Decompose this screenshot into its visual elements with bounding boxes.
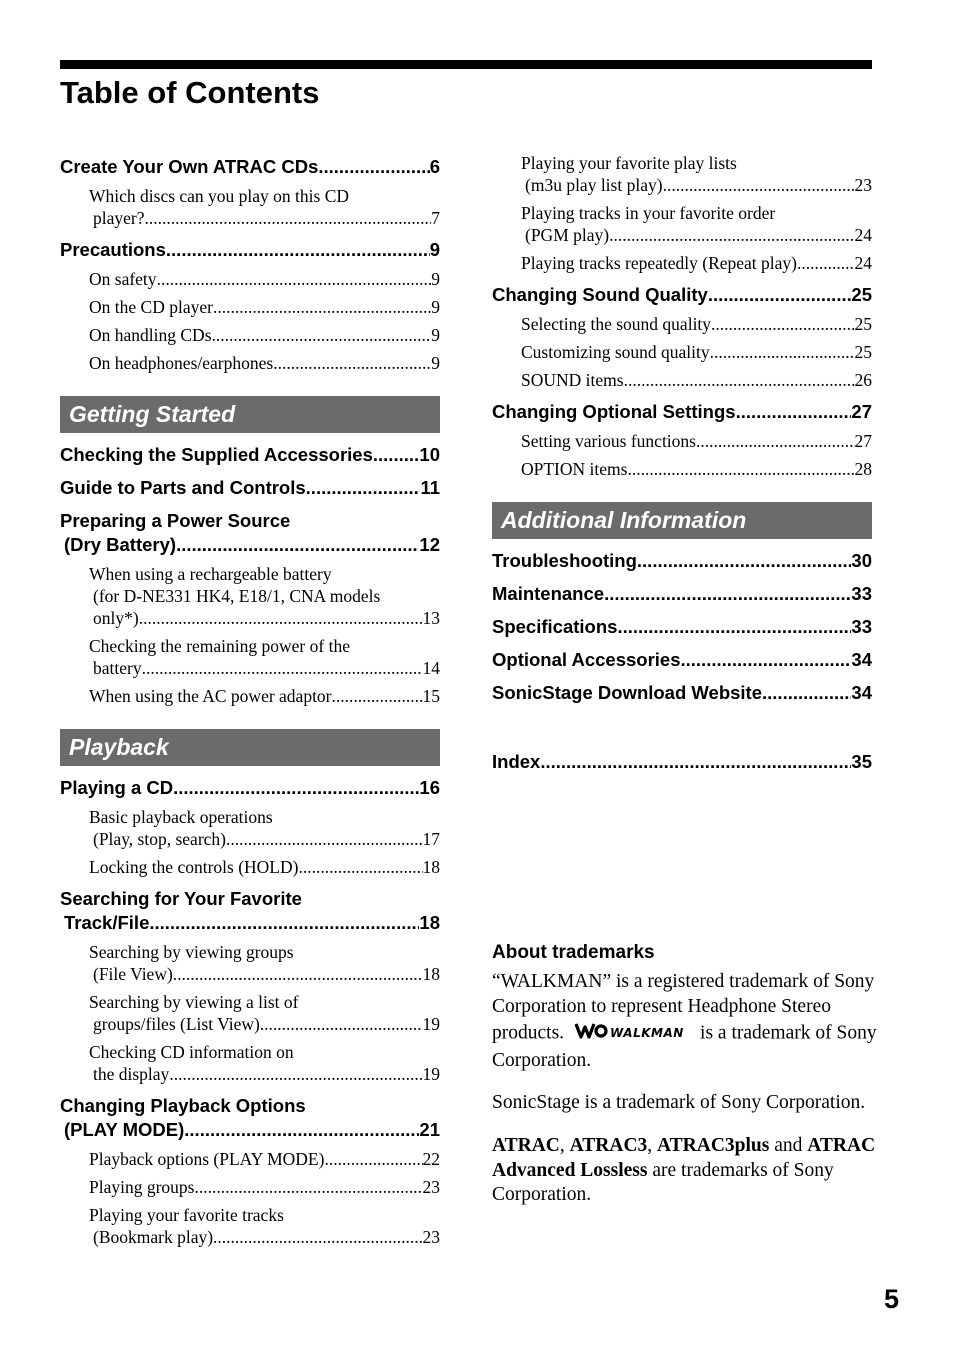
- toc-entry-text: Changing Optional Settings: [492, 401, 736, 422]
- dot-leader: [213, 296, 431, 318]
- dot-leader: [373, 443, 420, 467]
- dot-leader: [318, 155, 429, 179]
- toc-entry-text: OPTION items: [521, 459, 628, 479]
- section-header: Additional Information: [492, 502, 872, 539]
- toc-subentry[interactable]: [521, 369, 872, 391]
- toc-subentry[interactable]: [521, 458, 872, 480]
- trademarks-section: [492, 940, 877, 1226]
- toc-subentry[interactable]: [89, 806, 440, 850]
- dot-leader: [213, 1226, 422, 1248]
- toc-page-number: 9: [431, 353, 440, 373]
- toc-subentry[interactable]: [89, 1204, 440, 1248]
- toc-subentry[interactable]: [89, 941, 440, 985]
- toc-entry-text: Searching by viewing a list of: [89, 992, 299, 1012]
- toc-page-number: 16: [419, 777, 440, 798]
- toc-entry-text: Playing your favorite play lists: [521, 153, 737, 173]
- toc-entry[interactable]: [492, 750, 872, 774]
- toc-entry-text: Precautions: [60, 239, 166, 260]
- dot-leader: [324, 1148, 422, 1170]
- toc-entry[interactable]: [60, 509, 440, 557]
- toc-subentry[interactable]: [521, 152, 872, 196]
- toc-subentry[interactable]: [89, 185, 440, 229]
- toc-entry-text: Playing your favorite tracks: [89, 1205, 284, 1225]
- top-rule: [60, 60, 872, 69]
- toc-entry-text: Playing a CD: [60, 777, 174, 798]
- dot-leader: [540, 750, 851, 774]
- toc-entry[interactable]: [492, 648, 872, 672]
- toc-page-number: 13: [422, 608, 440, 628]
- dot-leader: [710, 341, 855, 363]
- toc-subentry[interactable]: [89, 991, 440, 1035]
- atrac-lossless-term: ATRAC Advanced Lossless: [492, 1134, 876, 1181]
- toc-page-number: 34: [851, 649, 872, 670]
- toc-entry-text: Checking the remaining power of the: [89, 636, 350, 656]
- toc-subentry[interactable]: [521, 252, 872, 274]
- toc-entry-text: (File View): [93, 964, 173, 984]
- toc-entry-text: When using the AC power adaptor: [89, 686, 332, 706]
- toc-entry-text: Track/File: [64, 912, 150, 933]
- dot-leader: [212, 324, 432, 346]
- atrac3plus-term: ATRAC3plus: [657, 1134, 770, 1156]
- dot-leader: [145, 207, 432, 229]
- toc-entry-text: (m3u play list play): [525, 175, 663, 195]
- toc-page-number: 9: [431, 297, 440, 317]
- toc-entry[interactable]: [492, 283, 872, 307]
- dot-leader: [169, 1063, 422, 1085]
- toc-page-number: 18: [422, 857, 440, 877]
- toc-page-number: 19: [422, 1064, 440, 1084]
- toc-entry-text: (Bookmark play): [93, 1227, 214, 1247]
- dot-leader: [627, 458, 854, 480]
- toc-entry-text: Specifications: [492, 616, 618, 637]
- dot-leader: [306, 476, 421, 500]
- toc-page-number: 27: [851, 401, 872, 422]
- dot-leader: [736, 400, 852, 424]
- dot-leader: [260, 1013, 423, 1035]
- toc-page-number: 9: [431, 325, 440, 345]
- dot-leader: [149, 911, 419, 935]
- page-title: Table of Contents: [60, 75, 320, 110]
- dot-leader: [711, 313, 854, 335]
- toc-entry-text: Searching by viewing groups: [89, 942, 294, 962]
- toc-page-number: 34: [851, 682, 872, 703]
- toc-entry-text: groups/files (List View): [93, 1014, 260, 1034]
- trademark-sonicstage-paragraph: SonicStage is a trademark of Sony Corporation.: [492, 1092, 866, 1114]
- toc-subentry[interactable]: [521, 341, 872, 363]
- toc-page-number: 17: [422, 829, 440, 849]
- toc-subentry[interactable]: [89, 1041, 440, 1085]
- page-number: 5: [884, 1284, 900, 1314]
- dot-leader: [173, 776, 419, 800]
- toc-subentry[interactable]: [89, 324, 440, 346]
- conjunction: and: [769, 1134, 808, 1156]
- toc-entry-text: battery: [93, 658, 142, 678]
- toc-entry-text: Searching for Your Favorite: [60, 888, 302, 909]
- trademark-walkman-tail: is a trademark of Sony Corporation.: [492, 1022, 877, 1071]
- dot-leader: [332, 685, 423, 707]
- toc-entry[interactable]: [492, 615, 872, 639]
- dot-leader: [708, 283, 852, 307]
- dot-leader: [637, 549, 852, 573]
- toc-page-number: 7: [431, 208, 440, 228]
- toc-entry-text: the display: [93, 1064, 170, 1084]
- toc-page-number: 18: [419, 912, 440, 933]
- toc-entry-text: (PGM play): [525, 225, 610, 245]
- toc-page-number: 25: [851, 284, 872, 305]
- toc-page-number: 24: [854, 253, 872, 273]
- toc-page-number: 30: [851, 550, 872, 571]
- toc-page-number: 35: [851, 751, 872, 772]
- toc-subentry[interactable]: [89, 563, 440, 629]
- dot-leader: [173, 963, 423, 985]
- toc-entry[interactable]: [492, 549, 872, 573]
- toc-page-number: 18: [422, 964, 440, 984]
- toc-entry-text: Playback options (PLAY MODE): [89, 1149, 325, 1169]
- toc-page-number: 27: [854, 431, 872, 451]
- toc-page-number: 26: [854, 370, 872, 390]
- toc-entry-text: (Play, stop, search): [93, 829, 226, 849]
- dot-leader: [273, 352, 431, 374]
- dot-leader: [195, 1176, 423, 1198]
- toc-subentry[interactable]: [89, 352, 440, 374]
- toc-entry-text: Setting various functions: [521, 431, 696, 451]
- toc-subentry[interactable]: [89, 268, 440, 290]
- trademark-atrac-tail: are trademarks of Sony Corporation.: [492, 1159, 834, 1206]
- toc-page-number: 25: [854, 314, 872, 334]
- toc-page-number: 11: [420, 477, 440, 498]
- toc-entry[interactable]: [60, 776, 440, 800]
- toc-entry[interactable]: [492, 400, 872, 424]
- toc-entry-text: (Dry Battery): [64, 534, 177, 555]
- dot-leader: [142, 657, 423, 679]
- atrac-term: ATRAC: [492, 1134, 560, 1156]
- toc-page-number: 9: [431, 269, 440, 289]
- toc-entry[interactable]: [60, 887, 440, 935]
- dot-leader: [157, 268, 432, 290]
- toc-page-number: 9: [429, 239, 440, 260]
- toc-entry-text: When using a rechargeable battery: [89, 564, 332, 584]
- toc-page-number: 10: [419, 444, 440, 465]
- separator: ,: [647, 1134, 658, 1156]
- toc-entry-text: Locking the controls (HOLD): [89, 857, 299, 877]
- toc-entry-text: Index: [492, 751, 541, 772]
- toc-entry-text: (PLAY MODE): [64, 1119, 185, 1140]
- toc-subentry[interactable]: [89, 635, 440, 679]
- toc-entry-text: Checking CD information on: [89, 1042, 294, 1062]
- toc-page-number: 21: [419, 1119, 440, 1140]
- section-header: Playback: [60, 729, 440, 766]
- toc-entry-text: Playing tracks repeatedly (Repeat play): [521, 253, 798, 273]
- toc-entry-text: player?: [93, 208, 145, 228]
- dot-leader: [797, 252, 854, 274]
- dot-leader: [139, 607, 423, 629]
- trademark-walkman-text: “WALKMAN” is a registered trademark of Sony Corporation to represent Headphone Stereo products.: [492, 971, 875, 1044]
- toc-page-number: 28: [854, 459, 872, 479]
- toc-page-number: 23: [422, 1227, 440, 1247]
- toc-entry-text: On headphones/earphones: [89, 353, 274, 373]
- toc-subentry[interactable]: [89, 856, 440, 878]
- trademark-atrac-paragraph: [492, 1134, 877, 1208]
- section-header: Getting Started: [60, 396, 440, 433]
- dot-leader: [184, 1118, 419, 1142]
- toc-page-number: 24: [854, 225, 872, 245]
- toc-entry-text: Create Your Own ATRAC CDs: [60, 156, 319, 177]
- toc-entry[interactable]: [60, 155, 440, 179]
- toc-left-column: [60, 146, 440, 1248]
- toc-subentry[interactable]: [89, 1176, 440, 1198]
- dot-leader: [696, 430, 855, 452]
- toc-page-number: 22: [422, 1149, 440, 1169]
- toc-entry-text: Maintenance: [492, 583, 605, 604]
- toc-page-number: 19: [422, 1014, 440, 1034]
- toc-spacer: [492, 705, 872, 741]
- toc-page-number: 25: [854, 342, 872, 362]
- trademark-walkman-paragraph: [492, 970, 877, 1073]
- toc-entry-text: (for D-NE331 HK4, E18/1, CNA models: [93, 586, 381, 606]
- toc-entry-text: On the CD player: [89, 297, 213, 317]
- toc-entry[interactable]: [492, 681, 872, 705]
- toc-page-number: 23: [422, 1177, 440, 1197]
- toc-page-number: 33: [851, 616, 872, 637]
- dot-leader: [624, 369, 855, 391]
- toc-subentry[interactable]: [521, 430, 872, 452]
- toc-entry-text: SOUND items: [521, 370, 624, 390]
- toc-subentry[interactable]: [89, 685, 440, 707]
- toc-subentry[interactable]: [521, 202, 872, 246]
- toc-entry-text: Preparing a Power Source: [60, 510, 291, 531]
- dot-leader: [226, 828, 423, 850]
- trademarks-heading: About trademarks: [492, 942, 655, 963]
- dot-leader: [298, 856, 422, 878]
- toc-entry[interactable]: [492, 582, 872, 606]
- separator: ,: [559, 1134, 570, 1156]
- dot-leader: [609, 224, 854, 246]
- toc-subentry[interactable]: [89, 1148, 440, 1170]
- toc-entry-text: SonicStage Download Website: [492, 682, 763, 703]
- toc-entry-text: Checking the Supplied Accessories: [60, 444, 373, 465]
- toc-entry-text: Customizing sound quality: [521, 342, 710, 362]
- toc-entry-text: Changing Playback Options: [60, 1095, 306, 1116]
- toc-entry[interactable]: [60, 1094, 440, 1142]
- walkman-logo-icon: [574, 1019, 692, 1049]
- toc-page-number: 14: [422, 658, 440, 678]
- toc-entry[interactable]: [60, 238, 440, 262]
- toc-subentry[interactable]: [89, 296, 440, 318]
- toc-entry-text: Optional Accessories: [492, 649, 681, 670]
- dot-leader: [617, 615, 851, 639]
- atrac3-term: ATRAC3: [569, 1134, 648, 1156]
- toc-entry-text: Selecting the sound quality: [521, 314, 712, 334]
- dot-leader: [176, 533, 419, 557]
- dot-leader: [663, 174, 855, 196]
- toc-entry[interactable]: [60, 476, 440, 500]
- toc-page-number: 23: [854, 175, 872, 195]
- toc-entry-text: Basic playback operations: [89, 807, 273, 827]
- toc-entry-text: Playing groups: [89, 1177, 195, 1197]
- toc-page-number: 33: [851, 583, 872, 604]
- toc-entry[interactable]: [60, 443, 440, 467]
- dot-leader: [166, 238, 430, 262]
- toc-entry-text: only*): [93, 608, 139, 628]
- toc-page-number: 6: [429, 156, 440, 177]
- toc-entry-text: Changing Sound Quality: [492, 284, 708, 305]
- toc-page-number: 15: [422, 686, 440, 706]
- toc-entry-text: Guide to Parts and Controls: [60, 477, 306, 498]
- dot-leader: [681, 648, 852, 672]
- dot-leader: [762, 681, 851, 705]
- walkman-logo-text: WALKMAN: [610, 1026, 684, 1041]
- dot-leader: [604, 582, 851, 606]
- toc-subentry[interactable]: [521, 313, 872, 335]
- toc-entry-text: On safety: [89, 269, 157, 289]
- toc-entry-text: Which discs can you play on this CD: [89, 186, 350, 206]
- toc-right-column: [492, 146, 872, 774]
- toc-entry-text: Troubleshooting: [492, 550, 637, 571]
- toc-entry-text: Playing tracks in your favorite order: [521, 203, 776, 223]
- toc-page-number: 12: [419, 534, 440, 555]
- toc-entry-text: On handling CDs: [89, 325, 212, 345]
